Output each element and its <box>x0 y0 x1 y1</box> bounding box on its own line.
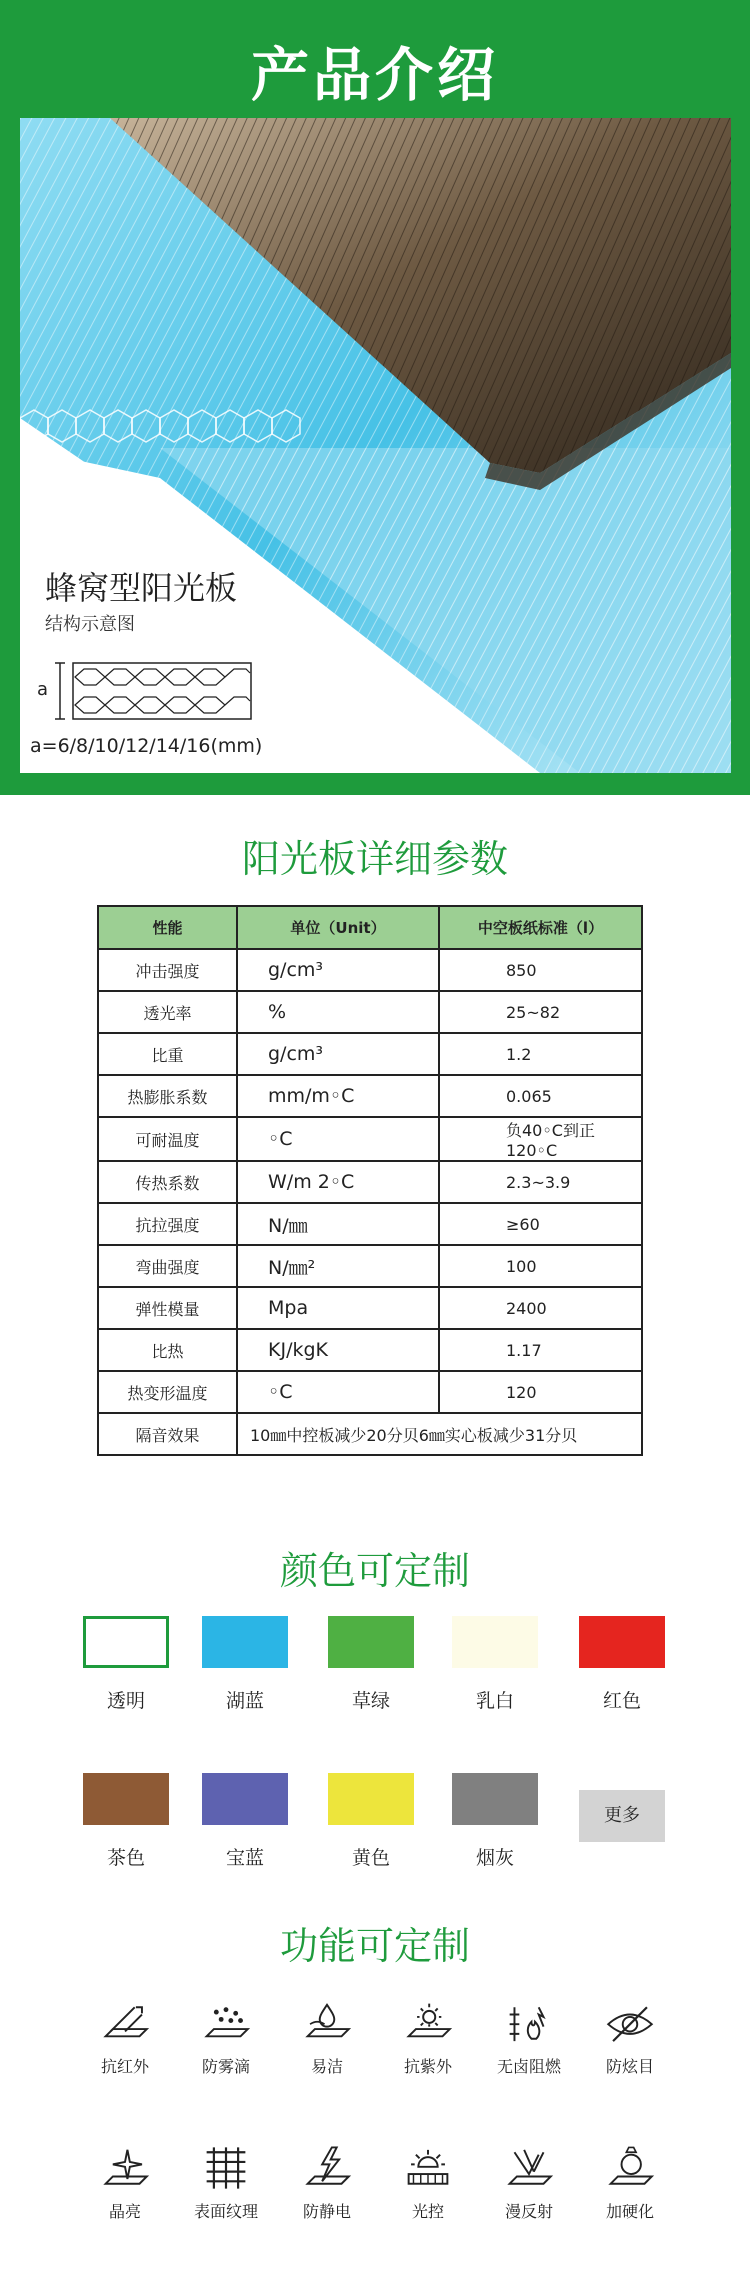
color-label: 透明 <box>106 1690 145 1712</box>
property-cell: 抗拉强度 <box>98 1203 237 1245</box>
table-row <box>98 1203 642 1245</box>
easy-clean-icon <box>272 2000 382 2046</box>
table-row <box>98 1413 642 1455</box>
function-label: 抗紫外 <box>403 2057 452 2076</box>
value-cell: ≥60 <box>439 1203 642 1245</box>
value-cell: 1.2 <box>439 1033 642 1075</box>
property-cell: 热变形温度 <box>98 1371 237 1413</box>
value-cell: 10㎜中控板减少20分贝6㎜实心板减少31分贝 <box>237 1413 642 1455</box>
value-cell: 0.065 <box>439 1075 642 1117</box>
thickness-note: a=6/8/10/12/14/16(mm) <box>30 735 263 757</box>
function-label: 防雾滴 <box>201 2057 250 2076</box>
unit-cell: % <box>237 991 439 1033</box>
property-cell: 传热系数 <box>98 1161 237 1203</box>
color-swatch[interactable] <box>83 1616 169 1668</box>
unit-cell: KJ/kgK <box>237 1329 439 1371</box>
unit-cell: ◦C <box>237 1117 439 1161</box>
color-swatch[interactable] <box>328 1616 414 1668</box>
unit-cell: mm/m◦C <box>237 1075 439 1117</box>
table-row <box>98 1245 642 1287</box>
table-row <box>98 1075 642 1117</box>
color-swatch[interactable] <box>452 1773 538 1825</box>
photo-title: 蜂窝型阳光板 <box>45 569 238 607</box>
unit-cell: W/m 2◦C <box>237 1161 439 1203</box>
hardened-icon <box>575 2145 685 2191</box>
table-row <box>98 1033 642 1075</box>
spec-section-title: 阳光板详细参数 <box>241 837 508 881</box>
property-cell: 比热 <box>98 1329 237 1371</box>
function-item <box>272 2145 382 2222</box>
color-swatch[interactable] <box>452 1616 538 1668</box>
unit-cell: N/㎜ <box>237 1203 439 1245</box>
color-label: 红色 <box>602 1690 641 1712</box>
table-row <box>98 1329 642 1371</box>
table-row <box>98 1371 642 1413</box>
color-swatch[interactable] <box>579 1616 665 1668</box>
color-label: 茶色 <box>106 1847 145 1869</box>
sparkle-icon <box>70 2145 180 2191</box>
color-label: 烟灰 <box>475 1847 514 1869</box>
light-control-icon <box>373 2145 483 2191</box>
function-label: 光控 <box>411 2202 444 2221</box>
unit-cell: g/cm³ <box>237 1033 439 1075</box>
property-cell: 热膨胀系数 <box>98 1075 237 1117</box>
color-label: 黄色 <box>351 1847 390 1869</box>
color-label: 宝蓝 <box>225 1847 264 1869</box>
color-swatch[interactable] <box>202 1773 288 1825</box>
diffuse-reflection-icon <box>474 2145 584 2191</box>
value-cell: 1.17 <box>439 1329 642 1371</box>
flame-retardant-icon <box>474 2000 584 2046</box>
color-swatch[interactable] <box>328 1773 414 1825</box>
property-cell: 隔音效果 <box>98 1413 237 1455</box>
table-row <box>98 1287 642 1329</box>
function-label: 无卤阻燃 <box>496 2057 561 2076</box>
color-label: 湖蓝 <box>225 1690 264 1712</box>
function-item <box>272 2000 382 2077</box>
table-row <box>98 1161 642 1203</box>
anti-glare-icon <box>575 2000 685 2046</box>
function-item <box>70 2145 180 2222</box>
table-row <box>98 1117 642 1161</box>
unit-cell: N/㎜² <box>237 1245 439 1287</box>
function-item <box>171 2145 281 2222</box>
function-label: 抗红外 <box>100 2057 149 2076</box>
function-item <box>575 2000 685 2077</box>
table-header: 性能 <box>98 906 237 949</box>
infrared-icon <box>70 2000 180 2046</box>
color-label: 乳白 <box>475 1690 514 1712</box>
function-label: 漫反射 <box>504 2202 553 2221</box>
more-colors-button[interactable]: 更多 <box>579 1790 665 1842</box>
diagram-label: a <box>37 679 49 700</box>
value-cell: 120 <box>439 1371 642 1413</box>
function-label: 晶亮 <box>108 2202 141 2221</box>
property-cell: 可耐温度 <box>98 1117 237 1161</box>
property-cell: 比重 <box>98 1033 237 1075</box>
page-title: 产品介绍 <box>250 41 499 109</box>
value-cell: 2.3~3.9 <box>439 1161 642 1203</box>
function-item <box>373 2145 483 2222</box>
photo-subtitle: 结构示意图 <box>45 614 135 635</box>
function-item <box>373 2000 483 2077</box>
function-label: 表面纹理 <box>193 2202 258 2221</box>
property-cell: 弹性模量 <box>98 1287 237 1329</box>
function-label: 防静电 <box>302 2202 351 2221</box>
anti-static-icon <box>272 2145 382 2191</box>
value-cell: 负40◦C到正120◦C <box>439 1117 642 1161</box>
color-swatch[interactable] <box>202 1616 288 1668</box>
uv-resistant-icon <box>373 2000 483 2046</box>
table-header: 中空板纸标准（l） <box>439 906 642 949</box>
value-cell: 100 <box>439 1245 642 1287</box>
table-header: 单位（Unit） <box>237 906 439 949</box>
function-item <box>474 2145 584 2222</box>
table-header-row <box>98 906 642 949</box>
function-item <box>171 2000 281 2077</box>
function-label: 加硬化 <box>605 2202 654 2221</box>
color-swatch[interactable] <box>83 1773 169 1825</box>
unit-cell: ◦C <box>237 1371 439 1413</box>
anti-fog-icon <box>171 2000 281 2046</box>
function-item <box>70 2000 180 2077</box>
color-label: 草绿 <box>351 1690 390 1712</box>
function-section-title: 功能可定制 <box>279 1924 470 1968</box>
property-cell: 透光率 <box>98 991 237 1033</box>
color-section-title: 颜色可定制 <box>279 1549 470 1593</box>
table-row <box>98 949 642 991</box>
header-banner <box>0 0 750 795</box>
value-cell: 25~82 <box>439 991 642 1033</box>
function-item <box>575 2145 685 2222</box>
function-item <box>474 2000 584 2077</box>
property-cell: 弯曲强度 <box>98 1245 237 1287</box>
unit-cell: g/cm³ <box>237 949 439 991</box>
texture-icon <box>171 2145 281 2191</box>
property-cell: 冲击强度 <box>98 949 237 991</box>
unit-cell: Mpa <box>237 1287 439 1329</box>
value-cell: 850 <box>439 949 642 991</box>
value-cell: 2400 <box>439 1287 642 1329</box>
spec-table <box>97 905 643 1456</box>
product-photo <box>20 118 731 773</box>
table-row <box>98 991 642 1033</box>
function-label: 易洁 <box>310 2057 343 2076</box>
function-label: 防炫目 <box>605 2057 654 2076</box>
